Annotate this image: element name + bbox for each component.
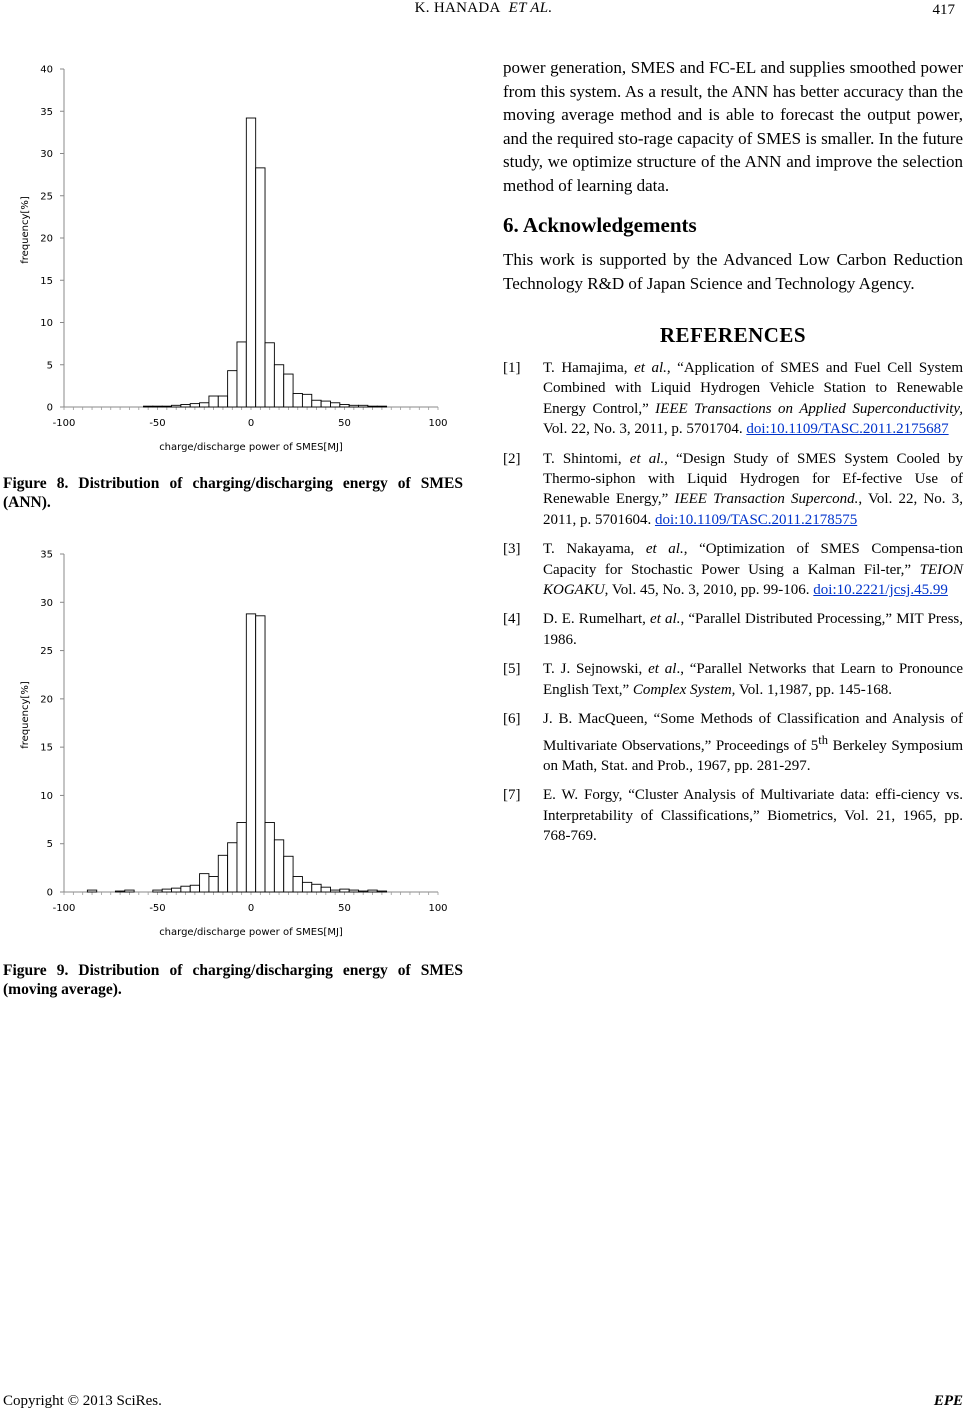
x-tick-label: 0	[247, 418, 255, 429]
histogram-bar	[172, 888, 181, 892]
reference-etal: et al.	[650, 611, 681, 628]
histogram-bar	[228, 371, 237, 407]
histogram-bar	[143, 406, 152, 407]
reference-text: T. Nakayama,	[543, 541, 646, 558]
y-tick-label: 20	[40, 233, 53, 245]
x-tick-label: -100	[52, 418, 76, 429]
reference-text: ., “Parallel Networks that Learn to Pronounce English Text,”	[543, 661, 963, 698]
y-tick-label: 5	[46, 360, 53, 372]
histogram-bar	[209, 877, 218, 892]
reference-text: , Vol. 45, No. 3, 2010, pp. 99-106.	[604, 582, 814, 599]
histogram-bar	[302, 394, 311, 407]
histogram-bar	[302, 882, 311, 892]
reference-doi-link[interactable]: doi:10.2221/jcsj.45.99	[813, 582, 948, 599]
y-tick-label: 15	[40, 275, 53, 287]
histogram-bar	[312, 884, 321, 892]
histogram-bar	[321, 401, 330, 407]
reference-text: E. W. Forgy, “Cluster Analysis of Multivariate data: effi-ciency vs. Interpretability of Classifications,” Biometrics, Vol. 21, 1965, pp. 768-769.	[543, 787, 963, 845]
histogram-bar	[181, 404, 190, 407]
histogram-bar	[265, 822, 274, 892]
histogram-bar	[368, 406, 377, 407]
reference-item	[503, 539, 963, 600]
y-tick-label: 40	[40, 64, 53, 76]
histogram-bar	[312, 400, 321, 407]
histogram-bar	[265, 343, 274, 407]
reference-journal: IEEE Transaction Supercond.	[674, 491, 859, 508]
y-tick-label: 30	[40, 149, 53, 160]
histogram-bar	[228, 843, 237, 892]
histogram-bar	[153, 406, 162, 407]
histogram-bar	[115, 891, 124, 892]
x-axis-label: charge/discharge power of SMES[MJ]	[159, 927, 343, 938]
histogram-bar	[256, 168, 265, 407]
reference-text: , “Optimization of SMES Compensa-tion Capacity for Stochastic Power Using a Kalman Fil-ter,”	[543, 541, 963, 578]
reference-text: D. E. Rumelhart,	[543, 611, 651, 628]
x-tick-label: 100	[428, 418, 448, 429]
y-tick-label: 25	[40, 191, 53, 203]
acknowledgements-heading: 6. Acknowledgements	[503, 213, 697, 237]
histogram-bar	[172, 405, 181, 407]
histogram-bar	[284, 374, 293, 407]
y-tick-label: 15	[40, 742, 53, 754]
histogram-bar	[162, 889, 171, 892]
histogram-bar	[181, 886, 190, 892]
figure-9-chart	[8, 540, 458, 950]
reference-etal: et al.	[629, 450, 665, 467]
y-tick-label: 10	[40, 318, 53, 329]
footer-copyright: Copyright © 2013 SciRes.	[3, 1393, 162, 1409]
reference-text: , “Application of SMES and Fuel Cell System Combined with Liquid Hydrogen Vehicle Station to Renewable Energy Control,”	[543, 360, 963, 417]
reference-item	[503, 659, 963, 700]
histogram-bar	[153, 890, 162, 892]
y-tick-label: 35	[40, 106, 53, 118]
reference-number: [4]	[503, 611, 521, 628]
histogram-bar	[190, 404, 199, 407]
reference-item	[503, 449, 963, 531]
histogram-bar	[218, 855, 227, 892]
x-tick-label: 50	[338, 903, 351, 914]
histogram-bar	[284, 856, 293, 892]
reference-item	[503, 709, 963, 776]
y-tick-label: 5	[46, 839, 53, 851]
header-etal: ET AL.	[508, 0, 553, 16]
reference-text: , “Design Study of SMES System Cooled by Thermo-siphon with Liquid Hydrogen for Ef-fective Use of Renewable Energy,”	[543, 450, 963, 508]
histogram-bar	[359, 891, 368, 892]
acknowledgements-text: This work is supported by the Advanced Low Carbon Reduction Technology R&D of Japan Science and Technology Agency.	[503, 250, 963, 293]
histogram-bar	[246, 118, 255, 407]
histogram-bar	[274, 840, 283, 892]
histogram-bar	[340, 889, 349, 892]
histogram-bar	[293, 877, 302, 892]
reference-text: J. B. MacQueen, “Some Methods of Classification and Analysis of Multivariate Observations,” Proceedings of 5th Berkeley Symposium on Math, Stat. and Prob., 1967, pp. 281-297.	[543, 711, 963, 774]
x-tick-label: -50	[149, 903, 166, 914]
y-tick-label: 35	[40, 549, 53, 561]
histogram-bar	[340, 404, 349, 407]
x-tick-label: -100	[52, 903, 76, 914]
conclusion-paragraph: power generation, SMES and FC-EL and supplies smoothed power from this system. As a result, the ANN has better accuracy than the moving average method and is able to forecast the output power, and the required sto-rage capacity of SMES is smaller. In the future study, we optimize structure of the ANN and improve the selection method of learning data.	[503, 58, 963, 195]
x-tick-label: 50	[338, 418, 351, 429]
histogram-bar	[209, 396, 218, 407]
histogram-bar	[237, 822, 246, 892]
figure-8-chart	[8, 55, 458, 465]
reference-text: T. J. Sejnowski,	[543, 661, 649, 678]
histogram-bar	[368, 890, 377, 892]
y-tick-label: 10	[40, 790, 53, 802]
figure-9-caption: Figure 9. Distribution of charging/discharging energy of SMES (moving average).	[3, 962, 463, 998]
histogram-bar	[359, 405, 368, 407]
reference-number: [5]	[503, 661, 521, 678]
reference-number: [3]	[503, 541, 521, 558]
histogram-bar	[274, 365, 283, 407]
histogram-bar	[87, 890, 96, 892]
y-tick-label: 20	[40, 694, 53, 706]
y-tick-label: 0	[46, 887, 53, 899]
y-tick-label: 25	[40, 646, 53, 658]
histogram-bar	[200, 874, 209, 892]
footer-journal: EPE	[933, 1393, 963, 1409]
reference-number: [7]	[503, 787, 521, 804]
x-axis-label: charge/discharge power of SMES[MJ]	[159, 442, 343, 453]
references-heading: REFERENCES	[659, 323, 807, 347]
reference-list	[503, 358, 963, 847]
reference-text: T. Shintomi,	[543, 450, 630, 467]
histogram-bar	[349, 890, 358, 892]
reference-item	[503, 609, 963, 650]
reference-text: , “Parallel Distributed Processing,” MIT Press, 1986.	[543, 611, 963, 648]
y-axis-label: frequency[%]	[20, 196, 31, 264]
header-author: K. HANADA	[414, 0, 501, 16]
reference-etal: et al	[648, 661, 677, 678]
histogram-bar	[246, 614, 255, 892]
reference-etal: et al.	[645, 541, 684, 558]
y-tick-label: 30	[40, 597, 53, 609]
reference-number: [6]	[503, 711, 521, 728]
histogram-bar	[237, 342, 246, 407]
histogram-bar	[190, 885, 199, 892]
figure-8-caption: Figure 8. Distribution of charging/discharging energy of SMES (ANN).	[3, 475, 463, 511]
histogram-bar	[293, 393, 302, 407]
histogram-bar	[200, 403, 209, 407]
reference-item	[503, 358, 963, 440]
reference-item	[503, 785, 963, 846]
histogram-bar	[162, 406, 171, 407]
reference-number: [2]	[503, 450, 521, 467]
figure-9-svg	[8, 540, 458, 950]
histogram-bar	[125, 890, 134, 892]
histogram-bar	[330, 890, 339, 892]
reference-text: T. Hamajima,	[543, 360, 635, 376]
running-header	[0, 0, 967, 17]
histogram-bar	[330, 403, 339, 407]
histogram-bar	[218, 396, 227, 407]
reference-etal: et al.	[634, 360, 667, 376]
x-tick-label: 0	[247, 903, 255, 914]
histogram-bar	[377, 891, 386, 892]
reference-doi-link[interactable]: doi:10.1109/TASC.2011.2175687	[746, 421, 949, 438]
reference-journal: IEEE Transactions on Applied Superconductivity,	[655, 400, 963, 417]
x-tick-label: 100	[428, 903, 448, 914]
y-tick-label: 0	[46, 402, 53, 414]
histogram-bar	[377, 406, 386, 407]
histogram-bar	[321, 887, 330, 892]
figure-8-svg	[8, 55, 458, 465]
x-tick-label: -50	[149, 418, 166, 429]
histogram-bar	[349, 405, 358, 407]
reference-journal: Complex System,	[632, 681, 736, 698]
histogram-bar	[256, 616, 265, 892]
reference-journal: TEION KOGAKU	[543, 561, 963, 599]
reference-text: , Vol. 22, No. 3, 2011, p. 5701604.	[543, 491, 963, 528]
reference-text: Vol. 22, No. 3, 2011, p. 5701704.	[543, 421, 747, 438]
reference-number: [1]	[503, 360, 521, 376]
y-axis-label: frequency[%]	[20, 681, 31, 749]
page-number: 417	[932, 2, 955, 18]
reference-doi-link[interactable]: doi:10.1109/TASC.2011.2178575	[654, 511, 858, 528]
right-column	[503, 56, 963, 856]
reference-text: Vol. 1,1987, pp. 145-168.	[735, 681, 892, 698]
